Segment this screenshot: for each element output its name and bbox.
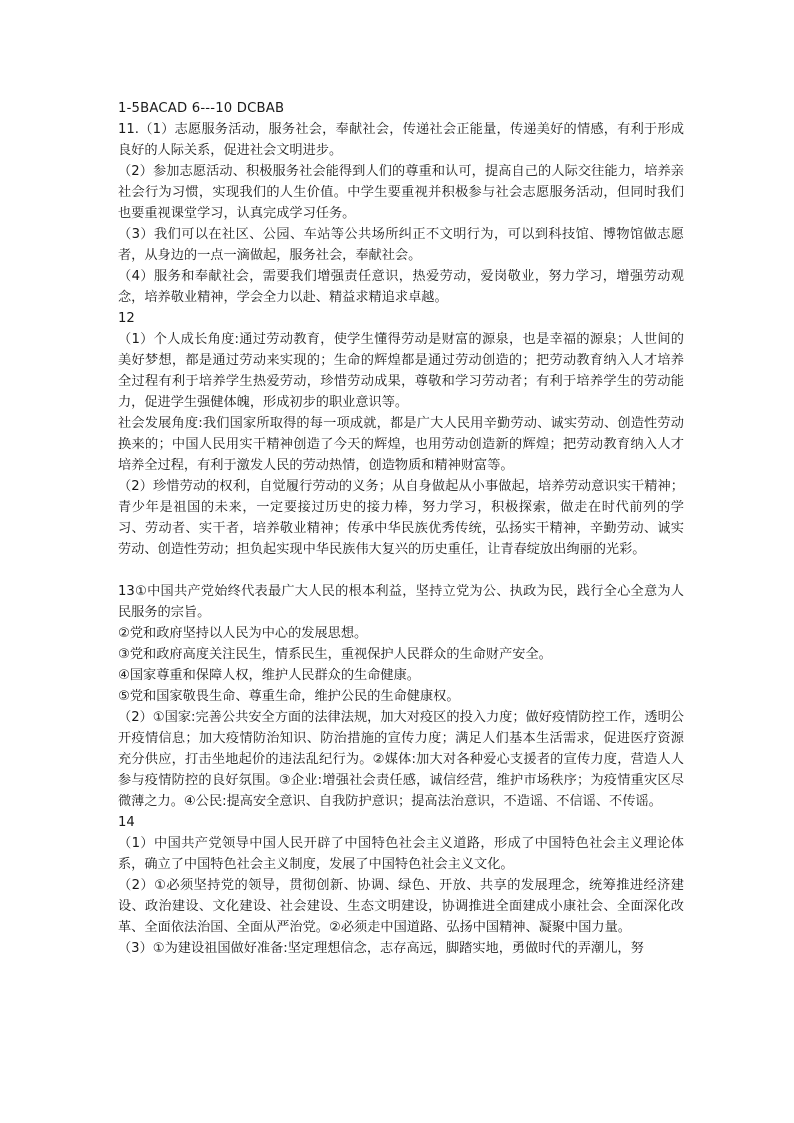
q12-heading: 12 [118, 311, 135, 326]
q13-point1: 13①中国共产党始终代表最广大人民的根本利益，坚持立党为公、执政为民，践行全心全意为人民服务的宗旨。 [118, 584, 684, 620]
q12-part1-society: 社会发展角度:我们国家所取得的每一项成就，都是广大人民用辛勤劳动、诚实劳动、创造性劳动换来的；中国人民用实干精神创造了今天的辉煌，也用劳动创造新的辉煌；把劳动教育纳入人才培养全过程，有利于激发人民的劳动热情，创造物质和精神财富等。 [118, 416, 684, 473]
q12-part2: （2）珍惜劳动的权利，自觉履行劳动的义务；从自身做起从小事做起，培养劳动意识实干精神；青少年是祖国的未来，一定要接过历史的接力棒，努力学习，积极探索，做走在时代前列的学习、劳动者、实干者，培养敬业精神；传承中华民族优秀传统，弘扬实干精神，辛勤劳动、诚实劳动、创造性劳动；担负起实现中华民族伟大复兴的历史重任，让青春绽放出绚丽的光彩。 [118, 479, 684, 557]
q13-point3: ③党和政府高度关注民生，情系民生，重视保护人民群众的生命财产安全。 [118, 647, 552, 662]
q13-point2: ②党和政府坚持以人民为中心的发展思想。 [118, 626, 368, 641]
blank-line [118, 560, 684, 581]
q14-part3: （3）①为建设祖国做好准备:坚定理想信念，志存高远，脚踏实地，勇做时代的弄潮儿，努 [118, 941, 644, 956]
q14-part2: （2）①必须坚持党的领导，贯彻创新、协调、绿色、开放、共享的发展理念，统筹推进经济建设、政治建设、文化建设、社会建设、生态文明建设，协调推进全面建成小康社会、全面深化改革、全面依法治国、全面从严治党。②必须走中国道路、弘扬中国精神、凝聚中国力量。 [118, 878, 684, 935]
q14-heading: 14 [118, 815, 135, 830]
q13-point5: ⑤党和国家敬畏生命、尊重生命，维护公民的生命健康权。 [118, 689, 460, 704]
q12-part1-personal: （1）个人成长角度:通过劳动教育，使学生懂得劳动是财富的源泉，也是幸福的源泉；人世间的美好梦想，都是通过劳动来实现的；生命的辉煌都是通过劳动创造的；把劳动教育纳入人才培养全过程有利于培养学生热爱劳动，珍惜劳动成果，尊敬和学习劳动者；有利于培养学生的劳动能力，促进学生强健体魄，形成初步的职业意识等。 [118, 332, 684, 410]
q11-part2: （2）参加志愿活动、积极服务社会能得到人们的尊重和认可，提高自己的人际交往能力，培养亲社会行为习惯，实现我们的人生价值。中学生要重视并积极参与社会志愿服务活动，但同时我们也要重视课堂学习，认真完成学习任务。 [118, 164, 684, 221]
q13-point4: ④国家尊重和保障人权，维护人民群众的生命健康。 [118, 668, 420, 683]
answer-document [118, 98, 684, 959]
multiple-choice-answers: 1-5BACAD 6---10 DCBAB [118, 101, 285, 116]
q13-part2: （2）①国家:完善公共安全方面的法律法规，加大对疫区的投入力度；做好疫情防控工作，透明公开疫情信息；加大疫情防治知识、防治措施的宣传力度；满足人们基本生活需求，促进医疗资源充分供应，打击坐地起价的违法乱纪行为。②媒体:加大对各种爱心支援者的宣传力度，营造人人参与疫情防控的良好氛围。③企业:增强社会责任感，诚信经营，维护市场秩序；为疫情重灾区尽微薄之力。④公民:提高安全意识、自我防护意识；提高法治意识，不造谣、不信谣、不传谣。 [118, 710, 684, 809]
q11-part4: （4）服务和奉献社会，需要我们增强责任意识，热爱劳动，爱岗敬业，努力学习，增强劳动观念，培养敬业精神，学会全力以赴、精益求精追求卓越。 [118, 269, 684, 305]
q14-part1: （1）中国共产党领导中国人民开辟了中国特色社会主义道路，形成了中国特色社会主义理论体系，确立了中国特色社会主义制度，发展了中国特色社会主义文化。 [118, 836, 684, 872]
q11-part1: 11.（1）志愿服务活动，服务社会，奉献社会，传递社会正能量，传递美好的情感，有利于形成良好的人际关系，促进社会文明进步。 [118, 122, 684, 158]
q11-part3: （3）我们可以在社区、公园、车站等公共场所纠正不文明行为，可以到科技馆、博物馆做志愿者，从身边的一点一滴做起，服务社会，奉献社会。 [118, 227, 684, 263]
